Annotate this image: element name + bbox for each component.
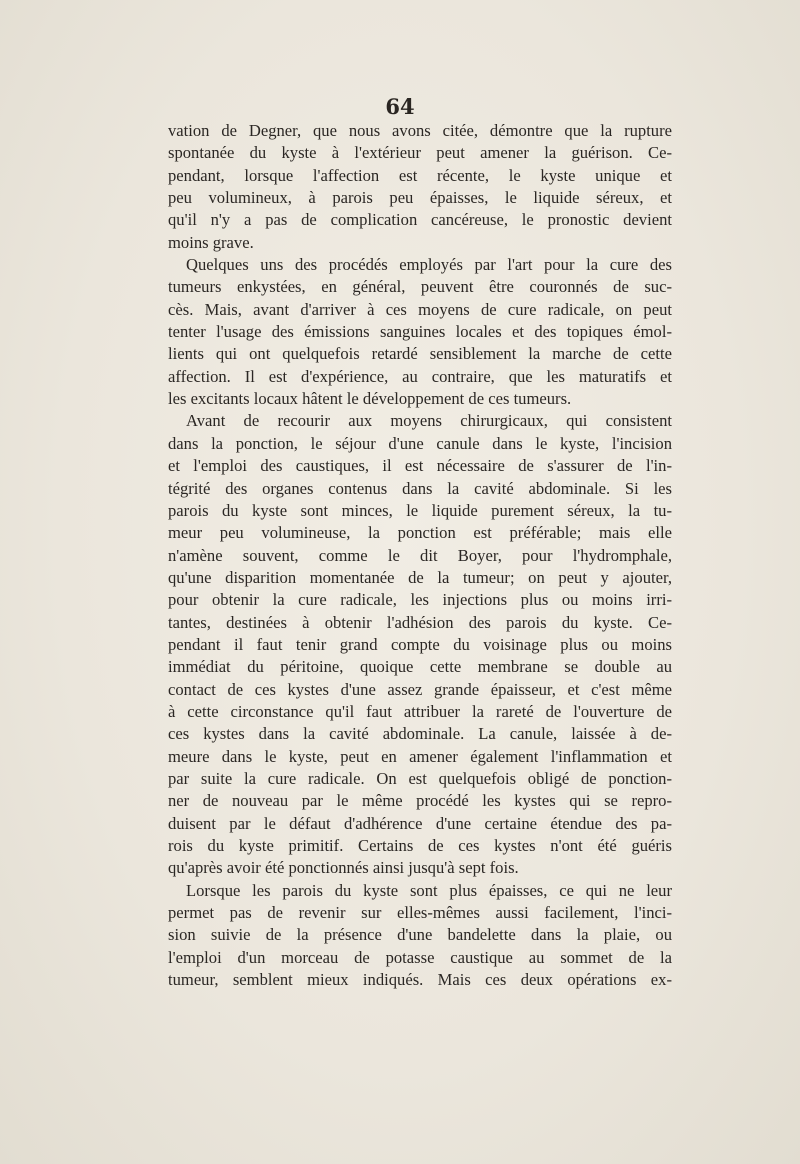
- text-line: parois du kyste sont minces, le liquide purement séreux, la tu-: [168, 500, 672, 520]
- text-line: Avant de recourir aux moyens chirurgicaux, qui consistent: [186, 411, 672, 431]
- page-number: 64: [385, 94, 415, 119]
- paragraph: [168, 880, 672, 992]
- text-line: meure dans le kyste, peut en amener également l'inflammation et: [168, 746, 672, 766]
- text-line: lients qui ont quelquefois retardé sensiblement la marche de cette: [168, 344, 672, 364]
- text-line: n'amène souvent, comme le dit Boyer, pour l'hydromphale,: [168, 545, 672, 565]
- text-line: dans la ponction, le séjour d'une canule dans le kyste, l'incision: [168, 433, 672, 453]
- text-line: ces kystes dans la cavité abdominale. La canule, laissée à de-: [168, 724, 672, 744]
- text-line: les excitants locaux hâtent le développement de ces tumeurs.: [168, 389, 572, 409]
- text-line: spontanée du kyste à l'extérieur peut amener la guérison. Ce-: [168, 143, 672, 163]
- text-line: tantes, destinées à obtenir l'adhésion des parois du kyste. Ce-: [168, 612, 672, 632]
- text-line: pour obtenir la cure radicale, les injections plus ou moins irri-: [168, 590, 672, 610]
- text-line: immédiat du péritoine, quoique cette membrane se double au: [168, 657, 672, 677]
- paragraph: [168, 120, 672, 254]
- text-line: qu'il n'y a pas de complication cancéreuse, le pronostic devient: [168, 210, 672, 230]
- text-line: affection. Il est d'expérience, au contraire, que les maturatifs et: [168, 366, 672, 386]
- text-line: permet pas de revenir sur elles-mêmes aussi facilement, l'inci-: [168, 903, 672, 923]
- text-line: par suite la cure radicale. On est quelquefois obligé de ponction-: [168, 768, 672, 788]
- text-line: meur peu volumineuse, la ponction est préférable; mais elle: [168, 523, 672, 543]
- text-line: moins grave.: [168, 232, 254, 252]
- text-line: et l'emploi des caustiques, il est nécessaire de s'assurer de l'in-: [168, 456, 672, 476]
- text-line: cès. Mais, avant d'arriver à ces moyens de cure radicale, on peut: [168, 299, 672, 319]
- text-line: duisent par le défaut d'adhérence d'une certaine étendue des pa-: [168, 813, 672, 833]
- body-text: [168, 120, 672, 991]
- text-line: tenter l'usage des émissions sanguines locales et des topiques émol-: [168, 322, 672, 342]
- text-line: contact de ces kystes d'une assez grande épaisseur, et c'est même: [168, 679, 672, 699]
- paragraph: [168, 254, 672, 410]
- text-line: pendant il faut tenir grand compte du voisinage plus ou moins: [168, 634, 672, 654]
- text-line: qu'une disparition momentanée de la tumeur; on peut y ajouter,: [168, 567, 672, 587]
- text-line: sion suivie de la présence d'une bandelette dans la plaie, ou: [168, 925, 672, 945]
- text-line: Lorsque les parois du kyste sont plus épaisses, ce qui ne leur: [186, 880, 672, 900]
- text-line: vation de Degner, que nous avons citée, démontre que la rupture: [168, 121, 672, 140]
- paragraph: [168, 410, 672, 879]
- text-line: tumeur, semblent mieux indiqués. Mais ces deux opérations ex-: [168, 970, 672, 990]
- text-line: à cette circonstance qu'il faut attribuer la rareté de l'ouverture de: [168, 701, 672, 721]
- text-line: rois du kyste primitif. Certains de ces kystes n'ont été guéris: [168, 836, 672, 855]
- text-line: ner de nouveau par le même procédé les kystes qui se repro-: [168, 791, 672, 811]
- text-line: Quelques uns des procédés employés par l'art pour la cure des: [186, 255, 672, 275]
- text-line: peu volumineux, à parois peu épaisses, le liquide séreux, et: [168, 188, 672, 208]
- text-line: tégrité des organes contenus dans la cavité abdominale. Si les: [168, 478, 672, 498]
- text-line: pendant, lorsque l'affection est récente, le kyste unique et: [168, 165, 672, 185]
- text-line: l'emploi d'un morceau de potasse caustique au sommet de la: [168, 947, 672, 967]
- text-line: qu'après avoir été ponctionnés ainsi jusqu'à sept fois.: [168, 858, 519, 878]
- text-line: tumeurs enkystées, en général, peuvent être couronnés de suc-: [168, 277, 672, 297]
